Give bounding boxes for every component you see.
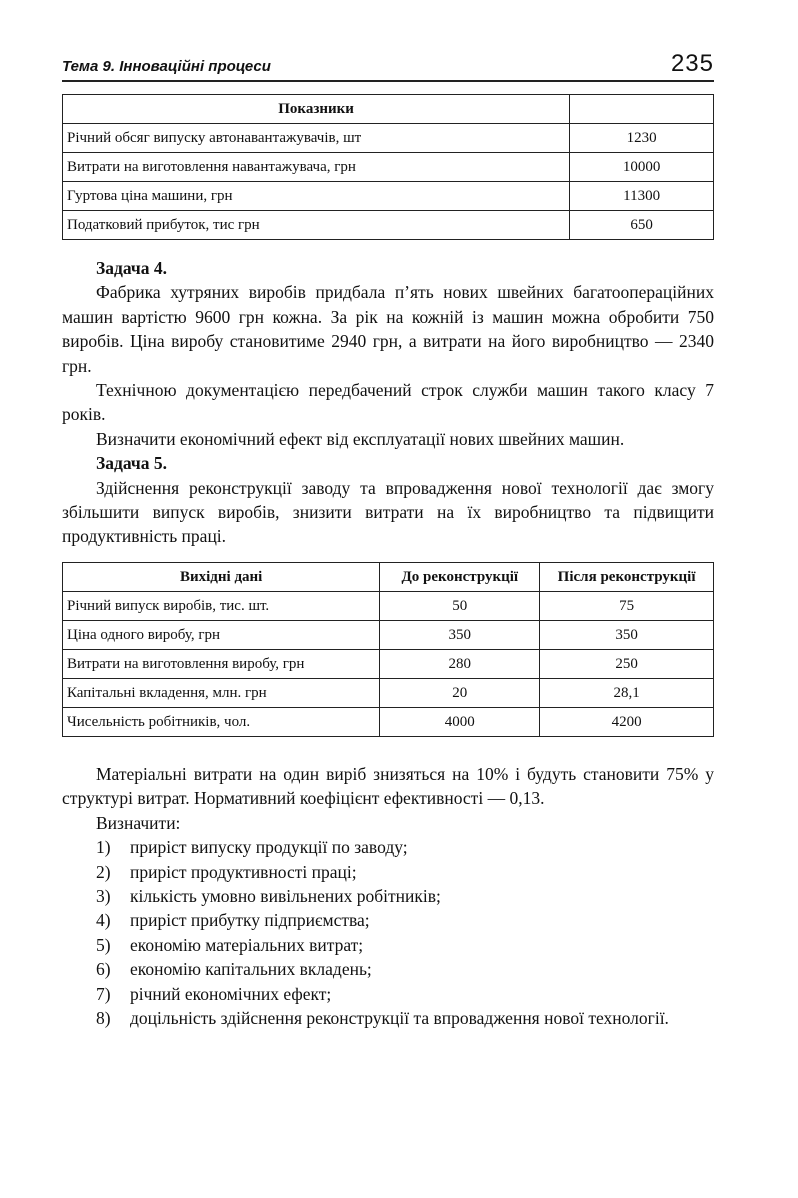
item-text: доцільність здійснення реконструкції та впровадження нової технології. — [130, 1008, 669, 1029]
table-cell: Капітальні вкладення, млн. грн — [63, 679, 380, 708]
table-header-row — [63, 95, 714, 124]
table-cell: 10000 — [570, 153, 714, 182]
table-row — [63, 621, 714, 650]
determine-label: Визначити: — [96, 812, 181, 833]
task4-heading: Задача 4. — [96, 258, 168, 278]
table-cell: 650 — [570, 211, 714, 240]
item-text: приріст прибутку підприємства; — [130, 910, 370, 931]
task4-paragraph: Технічною документацією передбачений строк служби машин такого класу 7 років. — [62, 380, 714, 425]
table-cell: 350 — [540, 621, 714, 650]
list-item — [62, 835, 714, 859]
list-item — [62, 908, 714, 932]
page-number: 235 — [670, 50, 714, 77]
table-cell: 280 — [380, 650, 540, 679]
table-header-row — [63, 563, 714, 592]
item-number: 7) — [96, 983, 111, 1004]
list-item — [62, 1006, 714, 1030]
task5-continuation — [62, 762, 714, 1030]
item-number: 8) — [96, 1008, 111, 1029]
table-row — [63, 211, 714, 240]
table-cell: Гуртова ціна машини, грн — [63, 182, 570, 211]
task5-intro: Здійснення реконструкції заводу та впровадження нової технології дає змогу збільшити випуск виробів, знизити витрати на їх виробництво та підвищити продуктивність праці. — [62, 477, 714, 547]
list-item — [62, 982, 714, 1006]
table-cell: Витрати на виготовлення виробу, грн — [63, 650, 380, 679]
task4-paragraph: Фабрика хутряних виробів придбала п’ять нових швейних багатоопераційних машин вартістю 9600 грн кожна. За рік на кожній із машин можна обробити 750 виробів. Ціна виробу становитиме 2940 грн, а витрати на його виробництво — 2340 грн. — [62, 282, 714, 376]
item-text: економію матеріальних витрат; — [130, 934, 364, 955]
task5-after-text: Матеріальні витрати на один виріб знизяться на 10% і будуть становити 75% у структурі витрат. Нормативний коефіцієнт ефективності — 0,13. — [62, 764, 714, 809]
column-header: Показники — [63, 95, 570, 124]
column-header: Вихідні дані — [63, 563, 380, 592]
page-header — [62, 52, 714, 82]
item-text: річний економічних ефект; — [130, 983, 332, 1004]
list-item — [62, 860, 714, 884]
reconstruction-table — [62, 562, 714, 737]
indicators-table — [62, 94, 714, 240]
item-number: 6) — [96, 959, 111, 980]
table-row — [63, 708, 714, 737]
column-header: Після реконструкції — [540, 563, 714, 592]
table-cell: Ціна одного виробу, грн — [63, 621, 380, 650]
table-cell: 28,1 — [540, 679, 714, 708]
table-cell: 4000 — [380, 708, 540, 737]
table-row — [63, 679, 714, 708]
table-cell: 350 — [380, 621, 540, 650]
item-number: 5) — [96, 934, 111, 955]
table-row — [63, 650, 714, 679]
table-row — [63, 153, 714, 182]
table-cell: 11300 — [570, 182, 714, 211]
questions-list — [62, 835, 714, 1030]
table-row — [63, 124, 714, 153]
item-text: кількість умовно вивільнених робітників; — [130, 886, 441, 907]
item-number: 3) — [96, 886, 111, 907]
item-number: 4) — [96, 910, 111, 931]
table-cell: 250 — [540, 650, 714, 679]
item-number: 1) — [96, 837, 111, 858]
table-cell: 75 — [540, 592, 714, 621]
table-cell: Податковий прибуток, тис грн — [63, 211, 570, 240]
table-row — [63, 592, 714, 621]
task5-heading: Задача 5. — [96, 453, 168, 474]
list-item — [62, 884, 714, 908]
table-cell: 4200 — [540, 708, 714, 737]
table-cell: Річний обсяг випуску автонавантажувачів, шт — [63, 124, 570, 153]
table-row — [63, 182, 714, 211]
column-header — [570, 95, 714, 124]
list-item — [62, 957, 714, 981]
item-text: економію капітальних вкладень; — [130, 959, 372, 980]
chapter-title: Тема 9. Інноваційні процеси — [62, 58, 271, 75]
item-number: 2) — [96, 861, 111, 882]
table-cell: Річний випуск виробів, тис. шт. — [63, 592, 380, 621]
list-item — [62, 933, 714, 957]
table-cell: Витрати на виготовлення навантажувача, грн — [63, 153, 570, 182]
item-text: приріст випуску продукції по заводу; — [130, 837, 408, 858]
table-cell: Чисельність робітників, чол. — [63, 708, 380, 737]
item-text: приріст продуктивності праці; — [130, 861, 357, 882]
task4-section — [62, 256, 714, 549]
table-cell: 50 — [380, 592, 540, 621]
table-cell: 20 — [380, 679, 540, 708]
column-header: До реконструкції — [380, 563, 540, 592]
task4-paragraph: Визначити економічний ефект від експлуатації нових швейних машин. — [96, 428, 625, 449]
table-cell: 1230 — [570, 124, 714, 153]
